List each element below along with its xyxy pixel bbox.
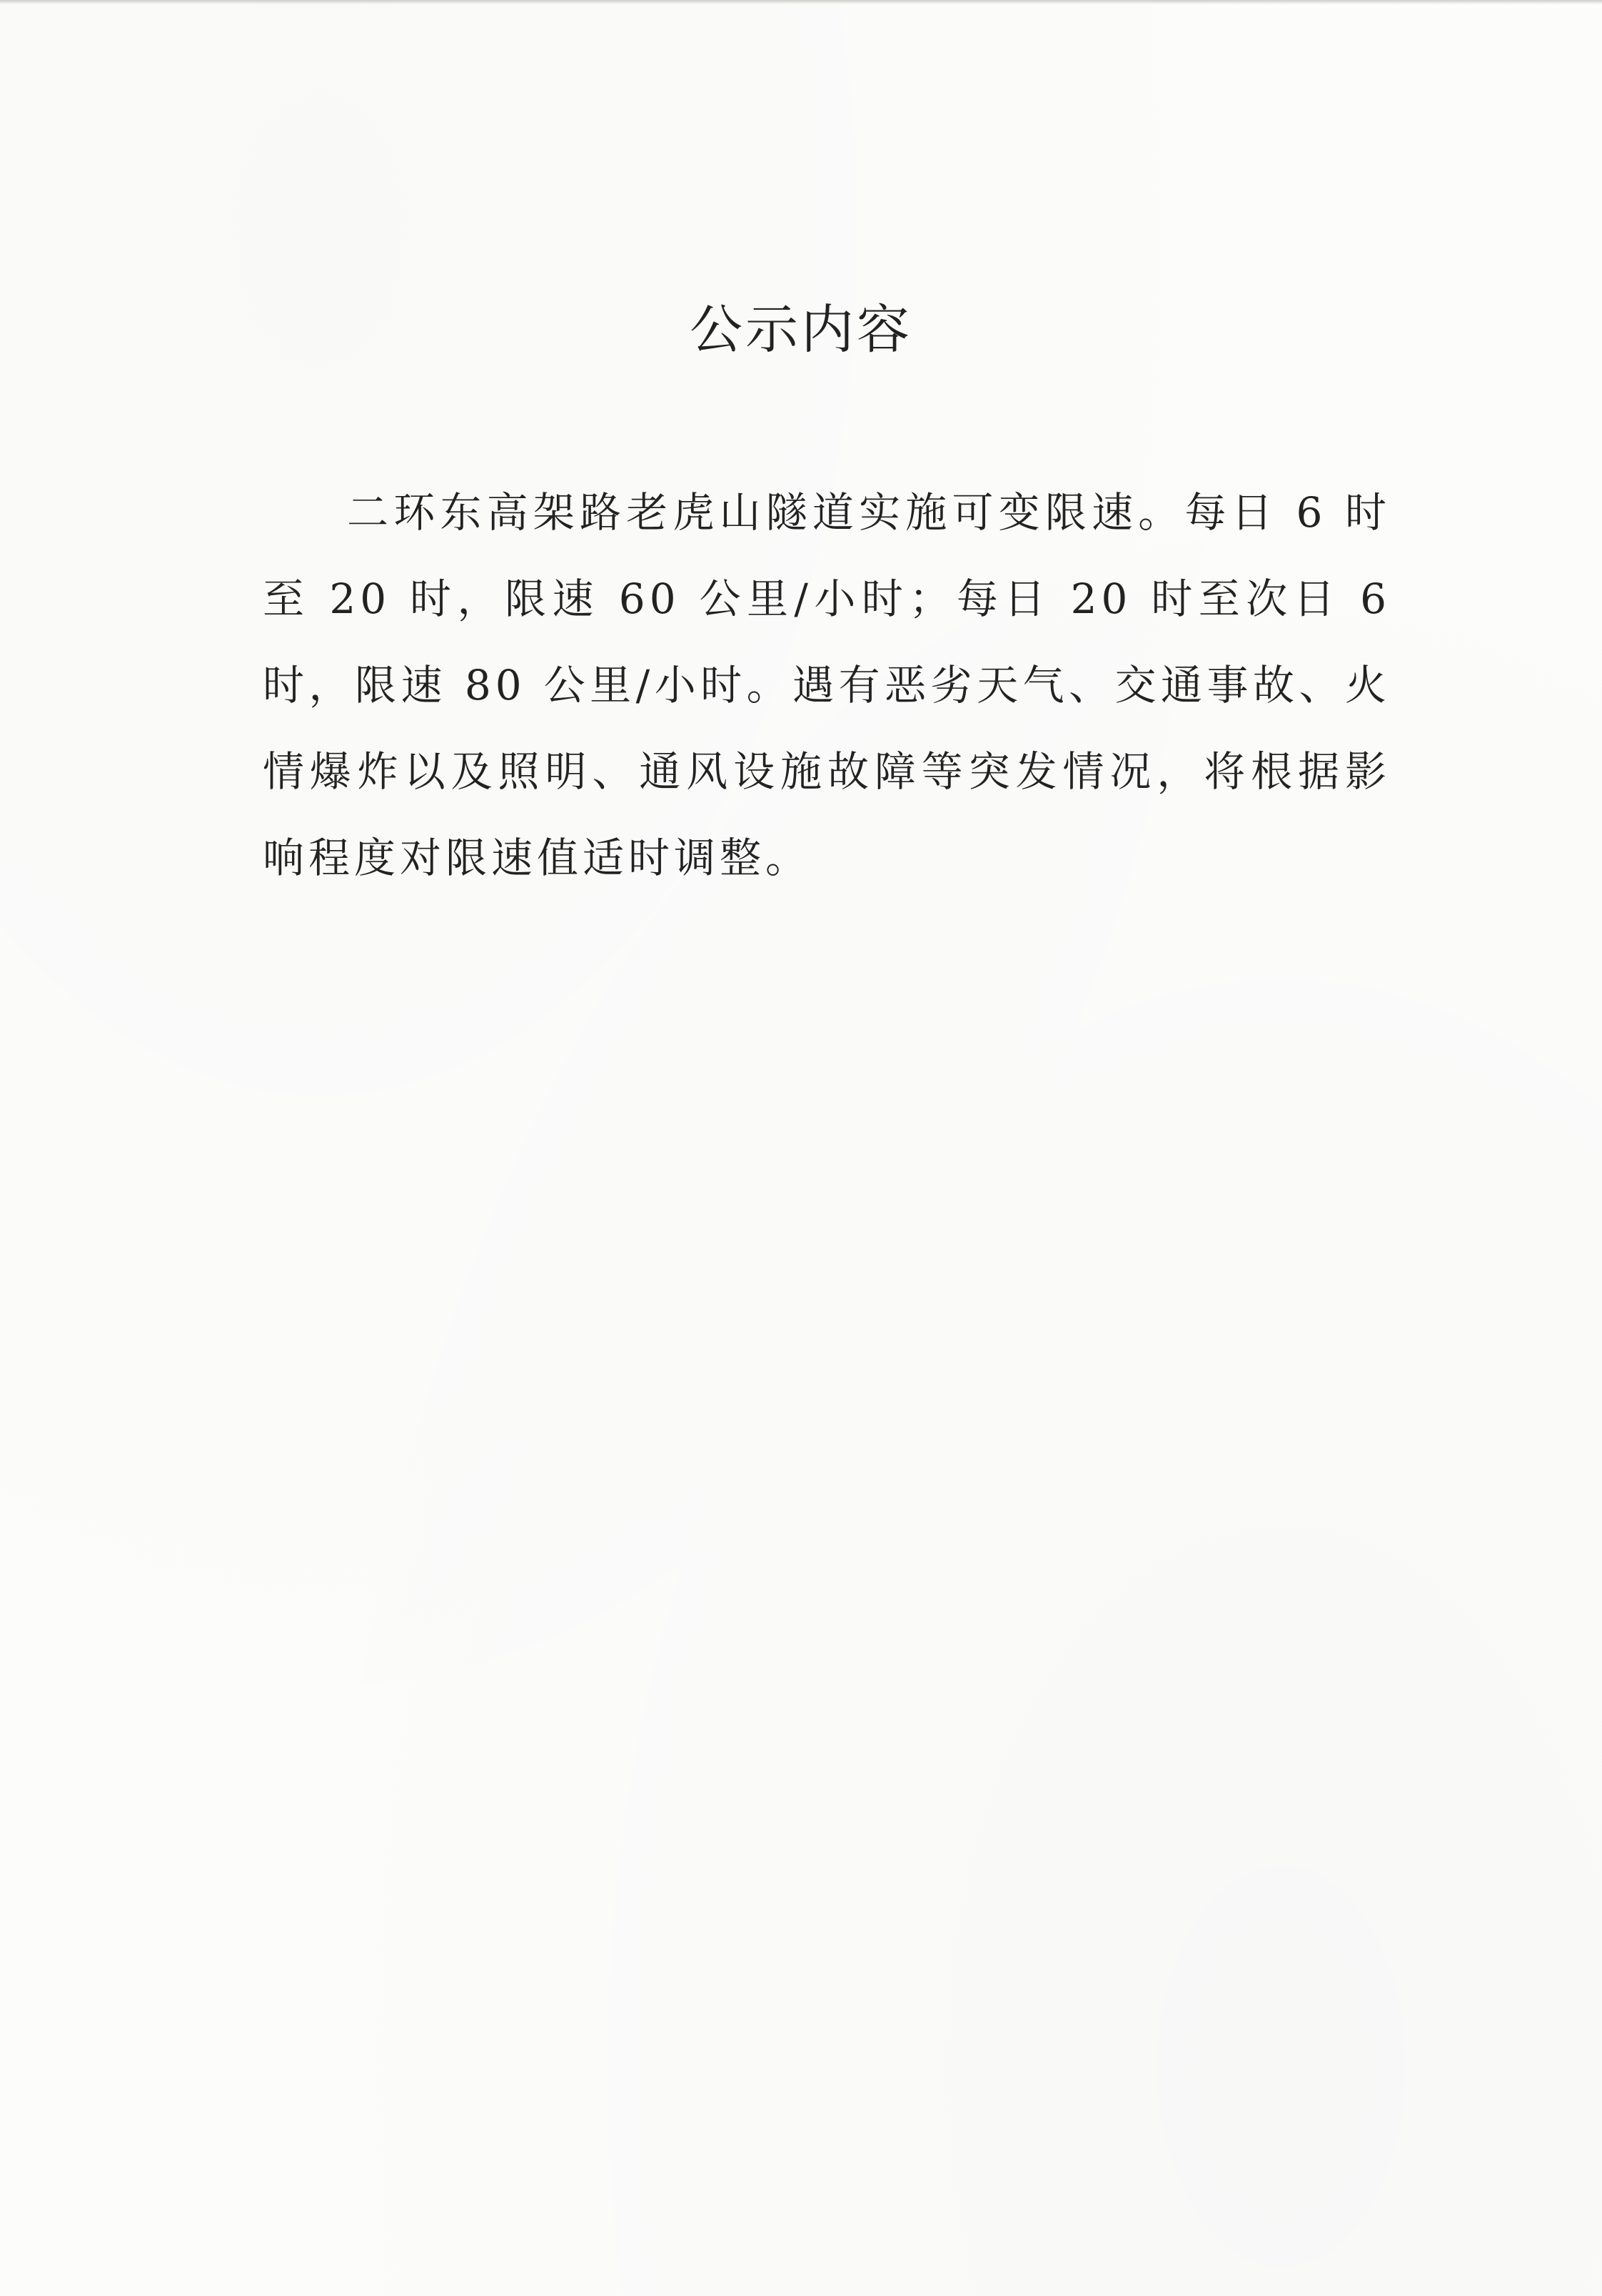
page-top-edge bbox=[0, 0, 1602, 4]
document-title: 公示内容 bbox=[690, 299, 912, 360]
document-body-paragraph: 二环东高架路老虎山隧道实施可变限速。每日 6 时至 20 时，限速 60 公里/小时；每日 20 时至次日 6 时，限速 80 公里/小时。遇有恶劣天气、交通事故、火情爆炸以及照明、通风设施故障等突发情况，将根据影响程度对限速值适时调整。 bbox=[263, 488, 1391, 882]
